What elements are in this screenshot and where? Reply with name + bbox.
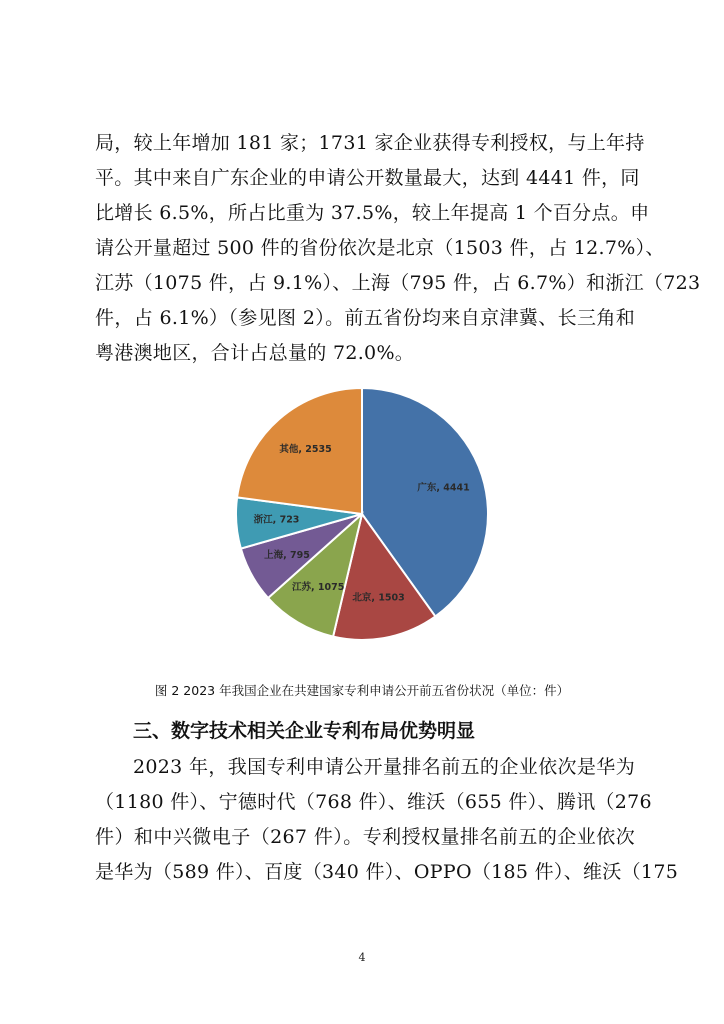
paragraph-bottom: [95, 750, 679, 890]
pie-slice-label: 上海, 795: [264, 549, 310, 561]
paragraph-line: 粤港澳地区，合计占总量的 72.0%。: [95, 342, 415, 364]
paragraph-line: 件）和中兴微电子（267 件）。专利授权量排名前五的企业依次: [95, 826, 635, 848]
paragraph-line: 局，较上年增加 181 家；1731 家企业获得专利授权，与上年持: [95, 132, 645, 154]
paragraph-line: 江苏（1075 件，占 9.1%）、上海（795 件，占 6.7%）和浙江（723: [95, 272, 701, 294]
pie-slice-label: 其他, 2535: [279, 444, 332, 456]
paragraph-line: 件，占 6.1%）（参见图 2）。前五省份均来自京津冀、长三角和: [95, 307, 635, 329]
paragraph-line: 比增长 6.5%，所占比重为 37.5%，较上年提高 1 个百分点。申: [95, 202, 650, 224]
pie-slice-label: 北京, 1503: [352, 592, 405, 604]
pie-slice-label: 浙江, 723: [253, 514, 300, 526]
pie-chart: [200, 380, 530, 660]
paragraph-line: 平。其中来自广东企业的申请公开数量最大，达到 4441 件，同: [95, 167, 640, 189]
section-heading: 三、数字技术相关企业专利布局优势明显: [133, 720, 476, 742]
paragraph-line: （1180 件）、宁德时代（768 件）、维沃（655 件）、腾讯（276: [95, 791, 652, 813]
pie-chart-svg: [200, 380, 530, 660]
paragraph-line: 是华为（589 件）、百度（340 件）、OPPO（185 件）、维沃（175: [95, 861, 679, 883]
pie-slice-label: 江苏, 1075: [292, 582, 345, 594]
paragraph-line: 请公开量超过 500 件的省份依次是北京（1503 件，占 12.7%）、: [95, 237, 665, 259]
paragraph-top: [95, 126, 701, 371]
page-number: 4: [358, 951, 366, 964]
paragraph-line: 2023 年，我国专利申请公开量排名前五的企业依次是华为: [133, 756, 635, 778]
figure-caption: 图 2 2023 年我国企业在共建国家专利申请公开前五省份状况（单位：件）: [154, 683, 570, 698]
pie-slice-label: 广东, 4441: [417, 482, 470, 494]
